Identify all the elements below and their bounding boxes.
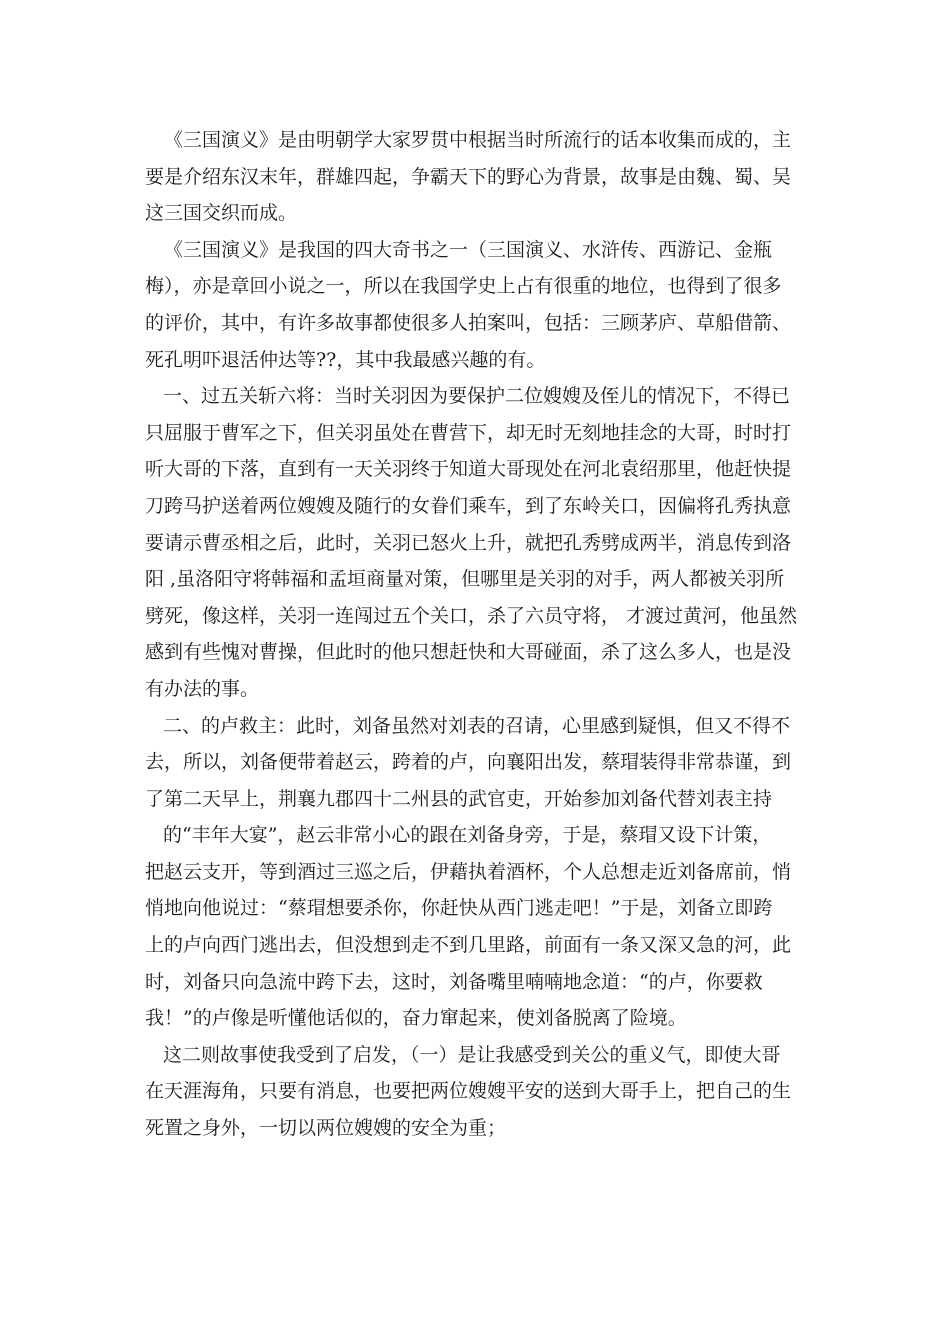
text-line: 刀跨马护送着两位嫂嫂及随行的女眷们乘车，到了东岭关口，因偏将孔秀执意: [145, 494, 792, 517]
text-line: 要是介绍东汉末年，群雄四起，争霸天下的野心为背景，故事是由魏、蜀、吴: [145, 165, 792, 188]
text-line: 死置之身外，一切以两位嫂嫂的安全为重；: [145, 1117, 507, 1140]
document-body: [145, 122, 805, 1147]
text-line: 我！”的卢像是听懂他话似的，奋力窜起来，使刘备脱离了险境。: [145, 1007, 687, 1030]
text-line: 去，所以，刘备便带着赵云，跨着的卢，向襄阳出发，蔡瑁装得非常恭谨，到: [145, 751, 792, 774]
text-line: 二、的卢救主：此时，刘备虽然对刘表的召请，心里感到疑惧，但又不得不: [163, 714, 791, 737]
text-line: 这二则故事使我受到了启发，（一）是让我感受到关公的重义气，即使大哥: [163, 1043, 781, 1066]
text-line: 感到有些愧对曹操，但此时的他只想赶快和大哥碰面，杀了这么多人，也是没: [145, 641, 792, 664]
paragraph-four-classics: [145, 232, 805, 378]
text-line: 悄地向他说过：“蔡瑁想要杀你，你赶快从西门逃走吧！”于是，刘备立即跨: [145, 897, 773, 920]
text-line: 在天涯海角，只要有消息，也要把两位嫂嫂平安的送到大哥手上，把自己的生: [145, 1080, 792, 1103]
text-line: 听大哥的下落，直到有一天关羽终于知道大哥现处在河北袁绍那里，他赶快提: [145, 458, 792, 481]
text-line: 阳 ,虽洛阳守将韩福和孟垣商量对策，但哪里是关羽的对手，两人都被关羽所: [145, 568, 785, 591]
text-line: 梅），亦是章回小说之一，所以在我国学史上占有很重的地位，也得到了很多: [145, 275, 782, 298]
text-line: 劈死，像这样，关羽一连闯过五个关口，杀了六员守将， 才渡过黄河，他虽然: [145, 604, 798, 627]
paragraph-intro: [145, 122, 805, 232]
text-line: 只屈服于曹军之下，但关羽虽处在曹营下，却无时无刻地挂念的大哥，时时打: [145, 421, 792, 444]
paragraph-reflection: [145, 1037, 805, 1147]
text-line: 有办法的事。: [145, 677, 260, 700]
text-line: 时，刘备只向急流中跨下去，这时，刘备嘴里喃喃地念道：“的卢，你要救: [145, 970, 763, 993]
text-line: 的评价，其中，有许多故事都使很多人拍案叫，包括：三顾茅庐、草船借箭、: [145, 311, 792, 334]
text-line: 《三国演义》是由明朝学大家罗贯中根据当时所流行的话本收集而成的，主: [164, 129, 792, 151]
text-line: 上的卢向西门逃出去，但没想到走不到几里路，前面有一条又深又急的河，此: [145, 934, 792, 957]
text-line: 《三国演义》是我国的四大奇书之一（三国演义、水浒传、西游记、金瓶: [164, 238, 773, 261]
paragraph-story-two-continued: [145, 817, 805, 1037]
text-line: 把赵云支开，等到酒过三巡之后，伊藉执着酒杯，个人总想走近刘备席前，悄: [145, 860, 792, 883]
paragraph-story-two: [145, 708, 805, 818]
text-line: 了第二天早上，荆襄九郡四十二州县的武官吏，开始参加刘备代替刘表主持: [145, 787, 773, 810]
text-line: 要请示曹丞相之后，此时，关羽已怒火上升，就把孔秀劈成两半，消息传到洛: [145, 531, 792, 554]
text-line: 一、过五关斩六将：当时关羽因为要保护二位嫂嫂及侄儿的情况下，不得已: [163, 385, 791, 408]
text-line: 这三国交织而成。: [145, 202, 298, 225]
text-line: 死孔明吓退活仲达等??，其中我最感兴趣的有。: [145, 348, 546, 371]
paragraph-story-one: [145, 378, 805, 707]
text-line: 的“丰年大宴”，赵云非常小心的跟在刘备身旁，于是，蔡瑁又设下计策，: [163, 824, 772, 847]
